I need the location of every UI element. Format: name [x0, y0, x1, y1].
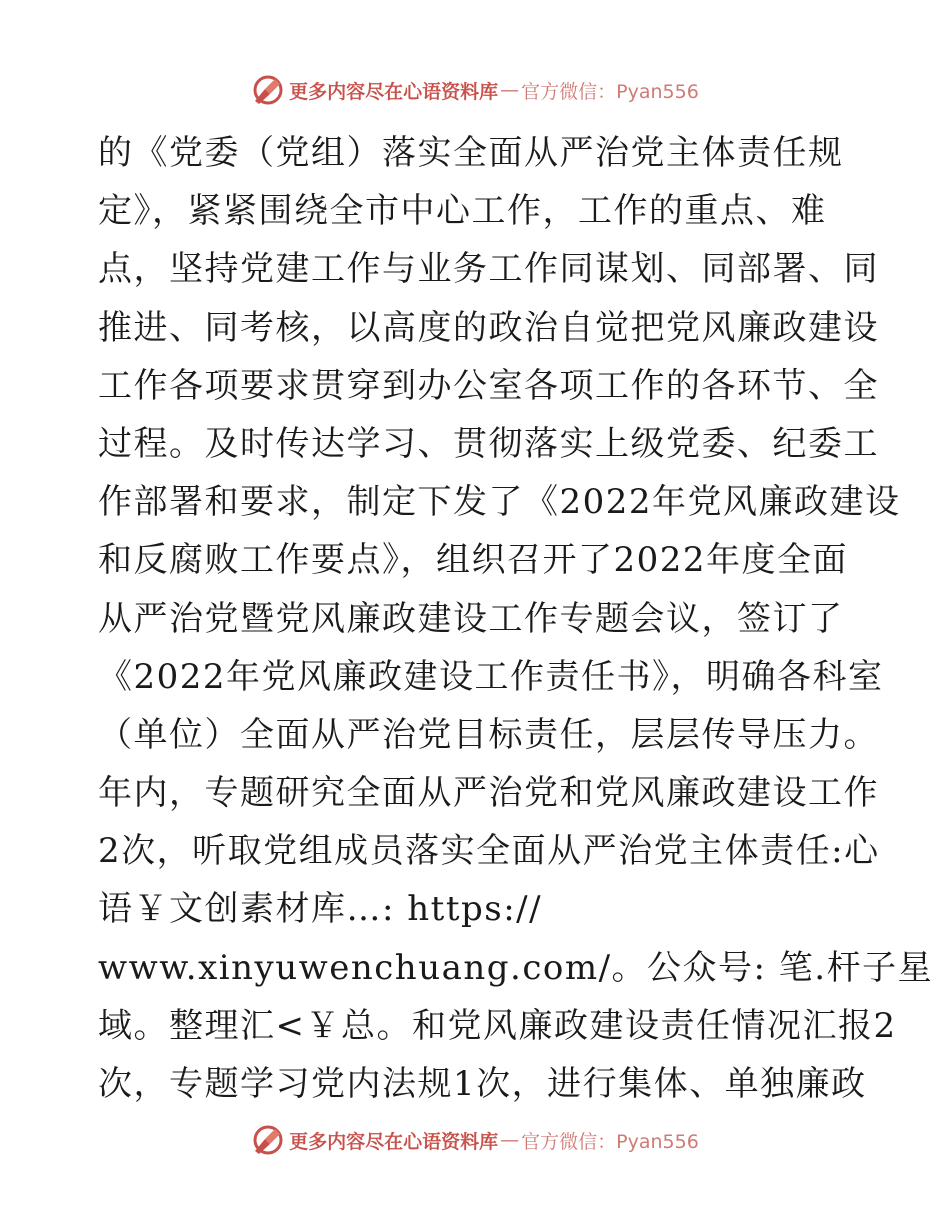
body-line: www.xinyuwenchuang.com/。公众号: 笔.杆子星 — [98, 947, 934, 988]
watermark-wechat-text: 官方微信：Pyan556 — [521, 1130, 699, 1153]
watermark-main-text: 更多内容尽在心语资料库 — [289, 80, 499, 103]
body-line: （单位）全面从严治党目标责任，层层传导压力。 — [98, 714, 879, 755]
watermark-main-text: 更多内容尽在心语资料库 — [289, 1130, 499, 1153]
pen-logo-icon — [251, 73, 285, 107]
body-line: 次，专题学习党内法规1次，进行集体、单独廉政 — [98, 1064, 867, 1104]
body-line: 从严治党暨党风廉政建设工作专题会议，签订了 — [98, 598, 844, 639]
watermark-dash: — — [500, 79, 520, 101]
header-watermark — [0, 70, 950, 110]
body-line: 语￥文创素材库…: https:// — [98, 889, 543, 930]
pen-logo-icon — [251, 1123, 285, 1157]
body-line: 过程。及时传达学习、贯彻落实上级党委、纪委工 — [98, 423, 879, 464]
body-line: 2次，听取党组成员落实全面从严治党主体责任:心 — [98, 831, 880, 872]
body-line: 年内，专题研究全面从严治党和党风廉政建设工作 — [98, 773, 879, 814]
body-line: 域。整理汇<￥总。和党风廉政建设责任情况汇报2 — [98, 1005, 897, 1046]
watermark-dash: — — [500, 1129, 520, 1151]
body-line: 《2022年党风廉政建设工作责任书》，明确各科室 — [98, 656, 884, 697]
body-line: 定》，紧紧围绕全市中心工作，工作的重点、难 — [98, 191, 827, 232]
body-line: 的《党委（党组）落实全面从严治党主体责任规 — [98, 133, 844, 173]
body-line: 作部署和要求，制定下发了《2022年党风廉政建设 — [98, 482, 901, 523]
body-line: 点，坚持党建工作与业务工作同谋划、同部署、同 — [98, 249, 879, 290]
body-line: 工作各项要求贯穿到办公室各项工作的各环节、全 — [98, 365, 879, 406]
watermark-wechat-text: 官方微信：Pyan556 — [521, 80, 699, 103]
document-body — [98, 124, 934, 1113]
footer-watermark — [0, 1120, 950, 1160]
body-line: 和反腐败工作要点》，组织召开了2022年度全面 — [98, 540, 849, 581]
body-line: 推进、同考核，以高度的政治自觉把党风廉政建设 — [98, 307, 879, 348]
